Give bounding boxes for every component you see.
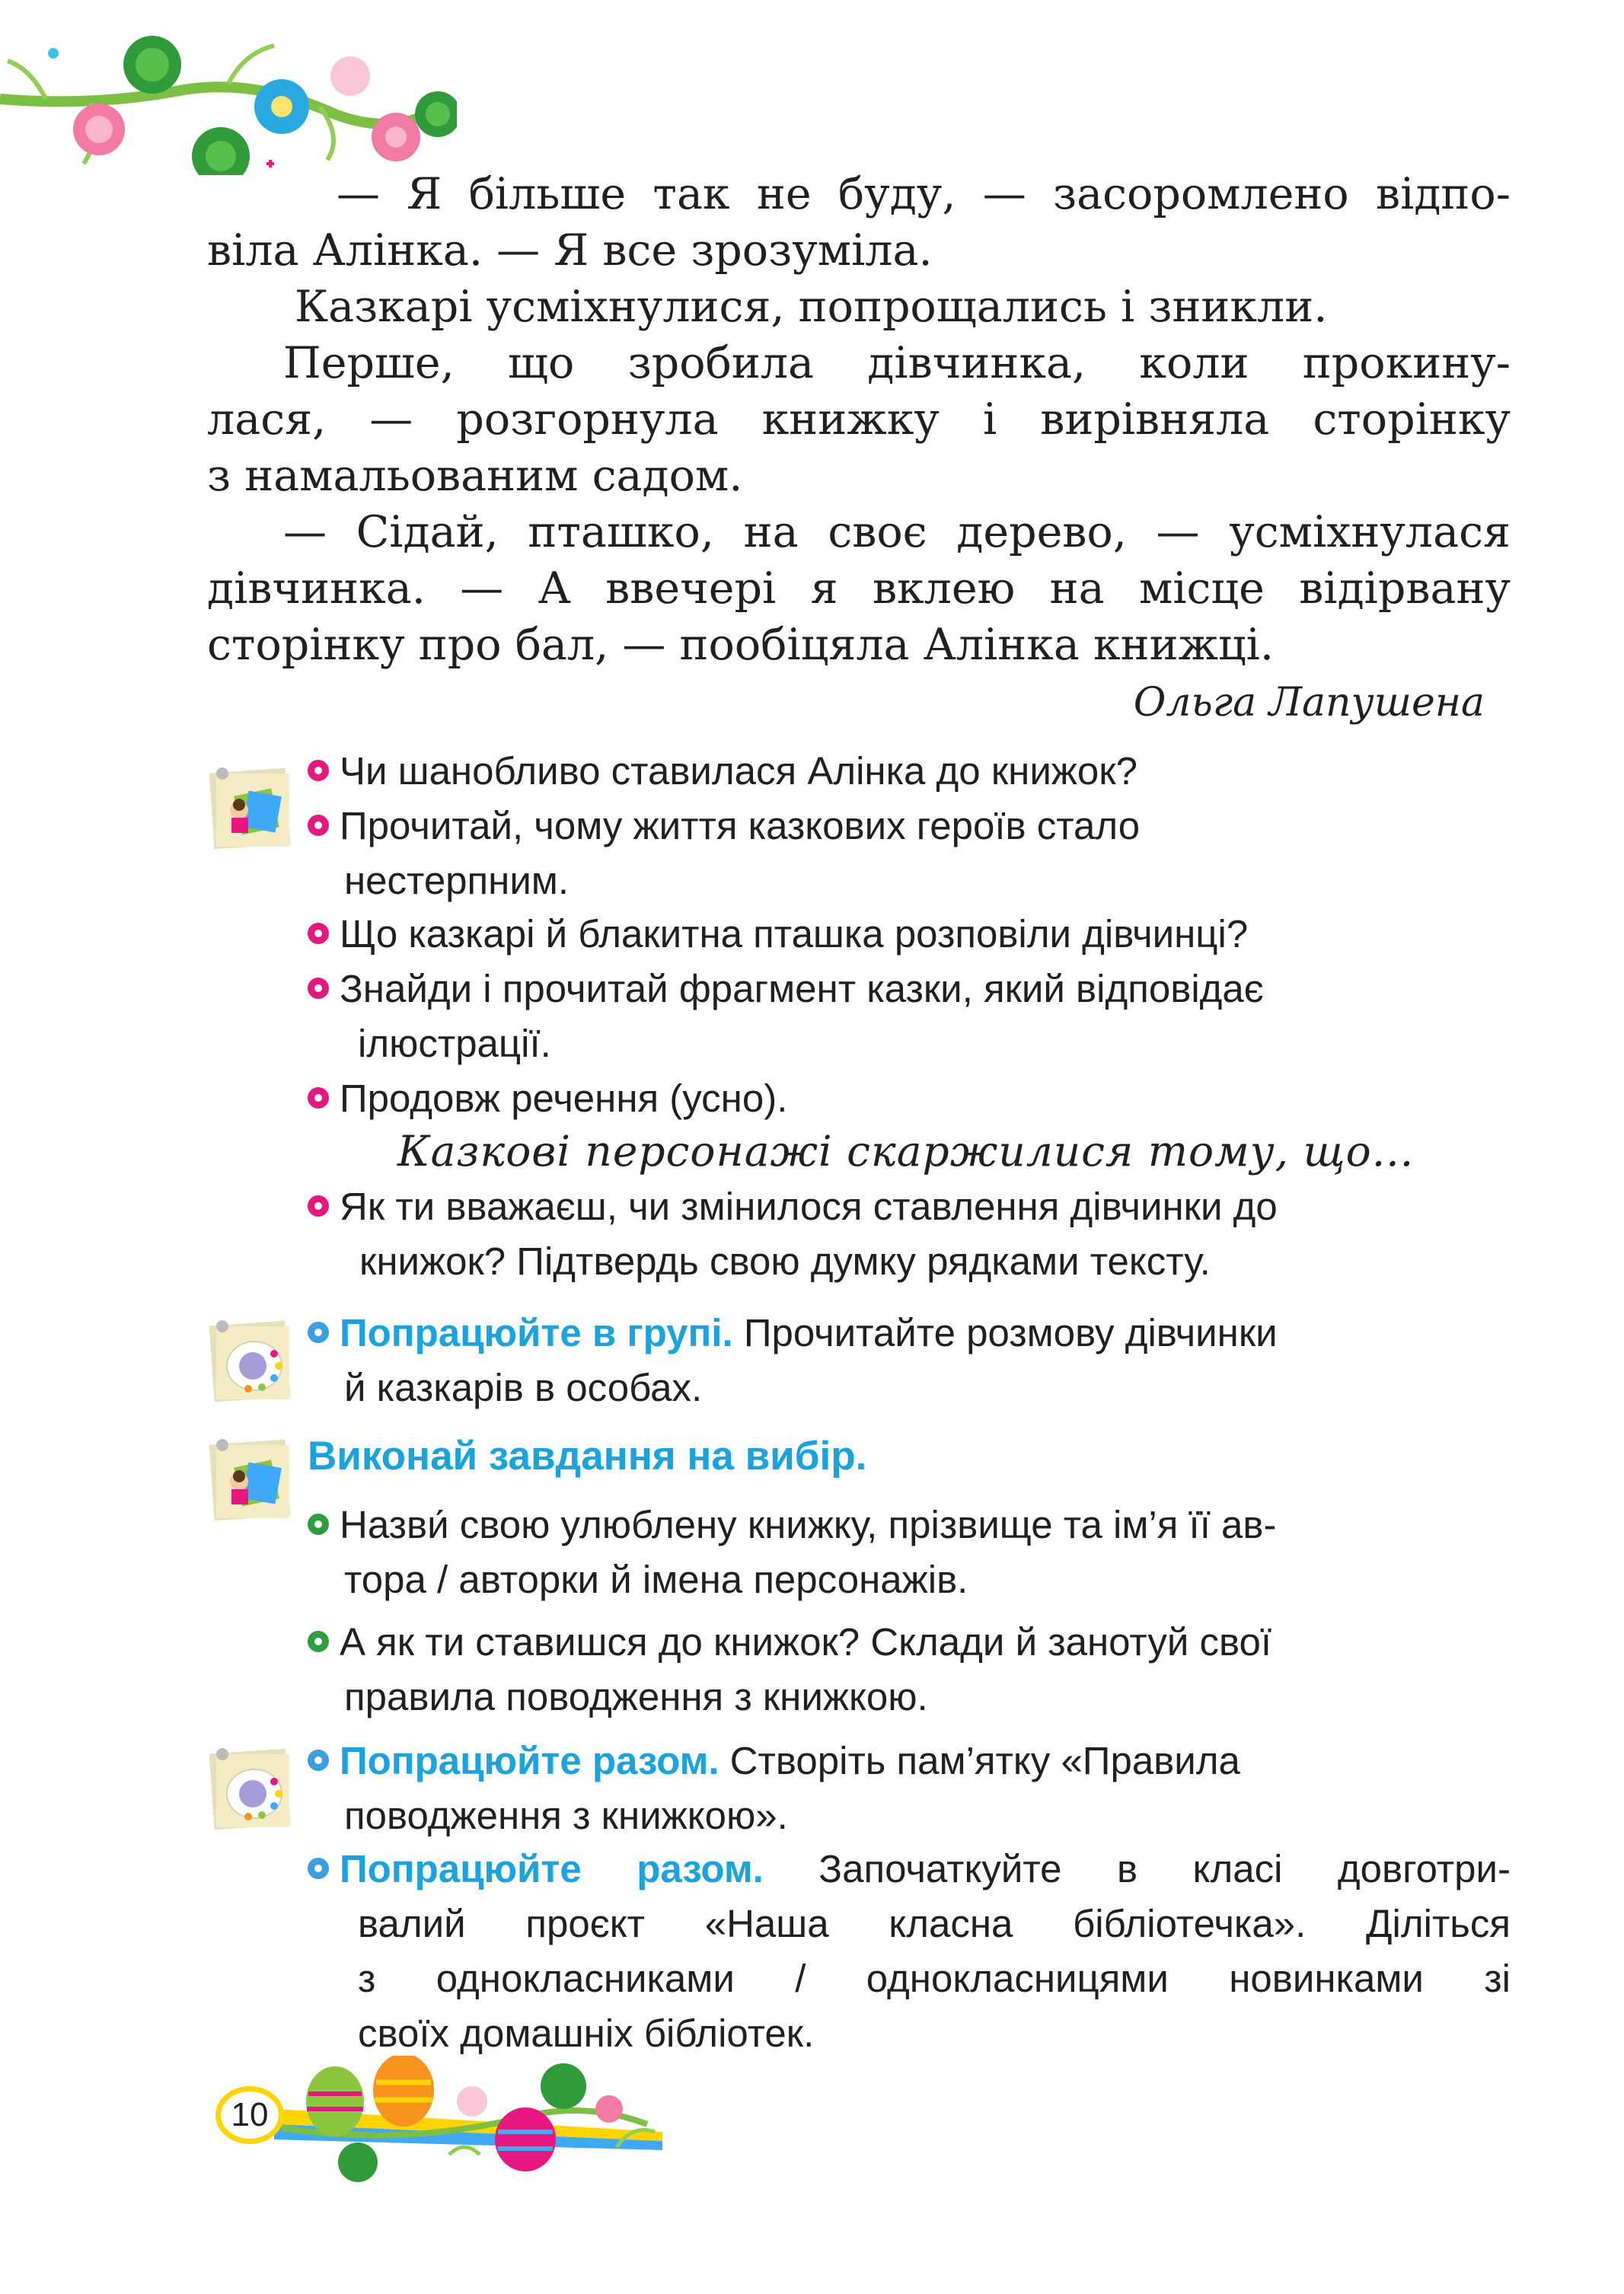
story-line: віла Алінка. — Я все зрозуміла. bbox=[207, 225, 933, 276]
bullet-icon bbox=[308, 978, 329, 999]
story-line: Казкарі усміхнулися, попрощались і зникли. bbox=[295, 282, 1328, 332]
choice-task-heading: Виконай завдання на вибір. bbox=[308, 1434, 867, 1479]
story-line: дівчинка. — А ввечері я вклею на місце відірвану bbox=[207, 563, 1511, 614]
story-line: — Сідай, пташко, на своє дерево, — усміхнулася bbox=[283, 507, 1511, 557]
choice-option-1: Назви́ свою улюблену книжку, прізвище та ім’я її ав- bbox=[308, 1498, 1277, 1552]
together-task-2-cont: валий проєкт «Наша класна бібліотечка». Діліться bbox=[358, 1902, 1511, 1945]
question-3: Що казкарі й блакитна пташка розповіли дівчинці? bbox=[308, 908, 1248, 961]
together-task-2: Попрацюйте разом. Започаткуйте в класі довготри- bbox=[308, 1843, 1511, 1896]
story-author: Ольга Лапушена bbox=[1133, 680, 1485, 726]
question-6-cont: книжок? Підтвердь свою думку рядками тексту. bbox=[359, 1240, 1211, 1283]
palette-icon bbox=[207, 1316, 297, 1407]
book-reading-icon bbox=[207, 1434, 297, 1526]
story-line: сторінку про бал, — пообіцяла Алінка книжці. bbox=[207, 620, 1275, 670]
together-task-2-cont: своїх домашніх бібліотек. bbox=[358, 2012, 815, 2055]
bullet-icon bbox=[308, 1750, 329, 1771]
bullet-icon bbox=[308, 1631, 329, 1652]
story-line: лася, — розгорнула книжку і вирівняла сторінку bbox=[207, 394, 1511, 445]
question-1: Чи шанобливо ставилася Алінка до книжок? bbox=[308, 745, 1137, 798]
bullet-icon bbox=[308, 1087, 329, 1109]
bullet-icon bbox=[308, 1195, 329, 1217]
question-2: Прочитай, чому життя казкових героїв стало bbox=[308, 799, 1140, 853]
page-number: 10 bbox=[215, 2086, 284, 2144]
choice-option-1-cont: тора / авторки й імена персонажів. bbox=[344, 1558, 968, 1601]
together-task-2-cont: з однокласниками / однокласницями новинками зі bbox=[358, 1957, 1511, 2000]
choice-option-2-cont: правила поводження з книжкою. bbox=[344, 1675, 928, 1718]
bullet-icon bbox=[308, 923, 329, 944]
question-4: Знайди і прочитай фрагмент казки, який відповідає bbox=[308, 962, 1264, 1016]
group-task: Попрацюйте в групі. Прочитайте розмову дівчинки bbox=[308, 1307, 1278, 1360]
story-line: Перше, що зробила дівчинка, коли прокину- bbox=[283, 338, 1511, 388]
bullet-icon bbox=[308, 815, 329, 836]
bullet-icon bbox=[308, 1514, 329, 1535]
palette-icon bbox=[207, 1744, 297, 1835]
story-line: з намальованим садом. bbox=[207, 451, 743, 501]
question-2-cont: нестерпним. bbox=[344, 859, 570, 902]
bullet-icon bbox=[308, 1322, 329, 1343]
together-task-1-cont: поводження з книжкою». bbox=[344, 1794, 788, 1837]
question-6: Як ти вважаєш, чи змінилося ставлення дівчинки до bbox=[308, 1180, 1278, 1233]
group-task-cont: й казкарів в особах. bbox=[344, 1366, 703, 1409]
floral-branch-icon bbox=[0, 23, 457, 175]
story-text bbox=[207, 166, 1511, 673]
book-reading-icon bbox=[207, 763, 297, 854]
bullet-icon bbox=[308, 1858, 329, 1879]
question-4-cont: ілюстрації. bbox=[358, 1022, 551, 1065]
story-line: — Я більше так не буду, — засоромлено відпо- bbox=[337, 169, 1511, 219]
sentence-prompt: Казкові персонажі скаржилися тому, що... bbox=[397, 1127, 1415, 1176]
bullet-icon bbox=[308, 760, 329, 781]
together-task-1: Попрацюйте разом. Створіть пам’ятку «Правила bbox=[308, 1734, 1240, 1788]
question-5: Продовж речення (усно). bbox=[308, 1072, 787, 1125]
choice-option-2: А як ти ставишся до книжок? Склади й занотуй свої bbox=[308, 1616, 1271, 1669]
